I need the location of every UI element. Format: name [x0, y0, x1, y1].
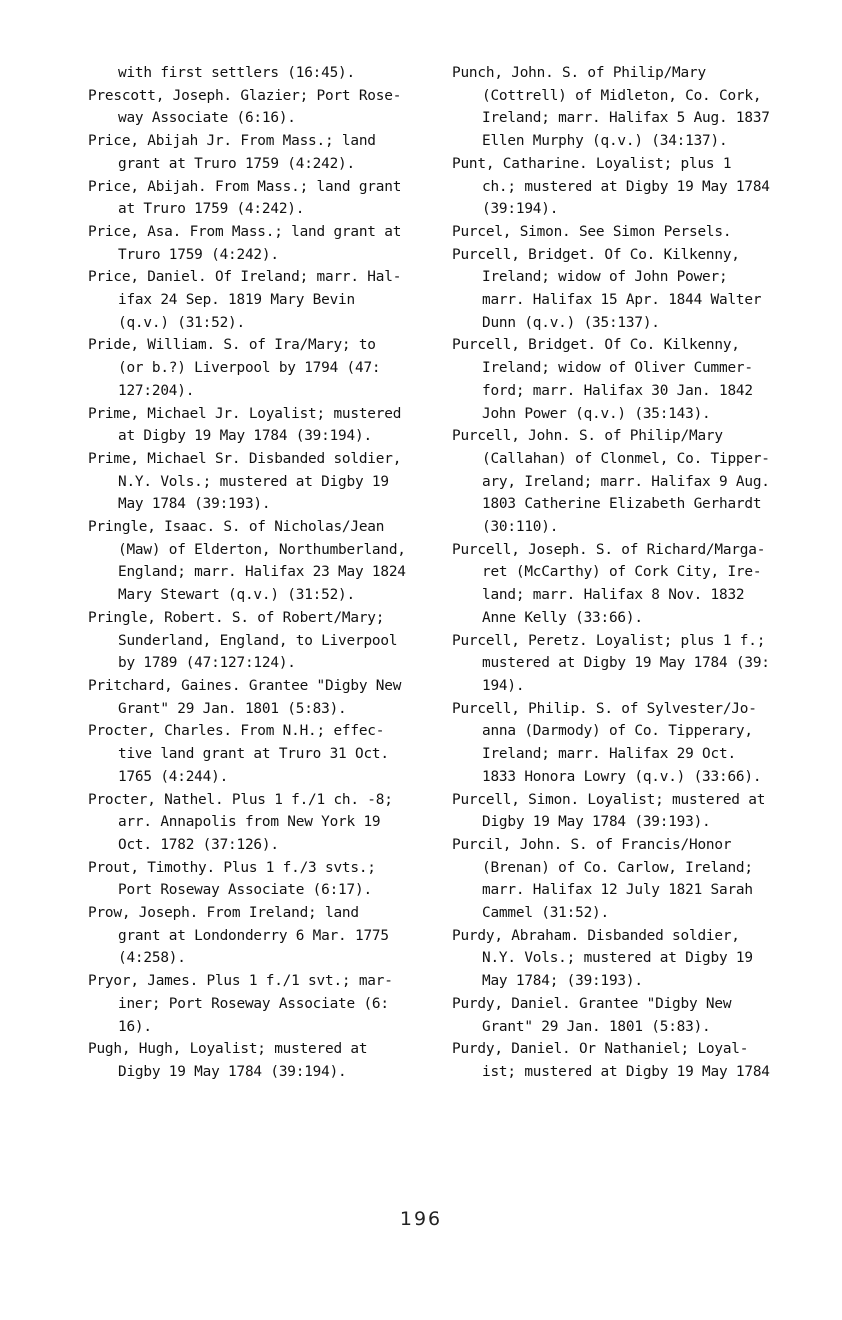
- entry: Purcel, Simon. See Simon Persels.: [452, 223, 732, 240]
- entry: Prime, Michael Sr. Disbanded soldier, N.Y. Vols.; mustered at Digby 19 May 1784 (39:193).: [88, 450, 402, 513]
- entry: Price, Daniel. Of Ireland; marr. Hal- ifax 24 Sep. 1819 Mary Bevin (q.v.) (31:52).: [88, 269, 402, 331]
- entry: Pritchard, Gaines. Grantee "Digby New Grant" 29 Jan. 1801 (5:83).: [88, 677, 402, 717]
- entry: Purcell, Peretz. Loyalist; plus 1 f.; mustered at Digby 19 May 1784 (39: 194).: [452, 632, 770, 694]
- entry: Punt, Catharine. Loyalist; plus 1 ch.; mustered at Digby 19 May 1784 (39:194).: [452, 155, 770, 218]
- entry: Purcell, Joseph. S. of Richard/Marga- ret (McCarthy) of Cork City, Ire- land; marr. Halifax 8 Nov. 1832 Anne Kelly (33:66).: [452, 541, 766, 626]
- page-number: 196: [399, 1208, 443, 1230]
- entry: Punch, John. S. of Philip/Mary (Cottrell) of Midleton, Co. Cork, Ireland; marr. Halifax 5 Aug. 1837 Ellen Murphy (q.v.) (34:137).: [452, 65, 770, 150]
- entry: Purdy, Abraham. Disbanded soldier, N.Y. Vols.; mustered at Digby 19 May 1784; (39:193).: [452, 927, 753, 990]
- entry: Purdy, Daniel. Grantee "Digby New Grant" 29 Jan. 1801 (5:83).: [452, 995, 732, 1035]
- left-column: [88, 62, 428, 1084]
- entry: Purcell, Philip. S. of Sylvester/Jo- anna (Darmody) of Co. Tipperary, Ireland; marr. Halifax 29 Oct. 1833 Honora Lowry (q.v.) (33:66).: [452, 700, 762, 785]
- entry: Prime, Michael Jr. Loyalist; mustered at Digby 19 May 1784 (39:194).: [88, 405, 402, 445]
- entry: Pride, William. S. of Ira/Mary; to (or b.?) Liverpool by 1794 (47: 127:204).: [88, 337, 381, 399]
- entry: Pringle, Isaac. S. of Nicholas/Jean (Maw) of Elderton, Northumberland, England; marr. Halifax 23 May 1824 Mary Stewart (q.v.) (31:52).: [88, 519, 406, 604]
- entry: Purcell, Simon. Loyalist; mustered at Digby 19 May 1784 (39:193).: [452, 791, 766, 831]
- entry: Pringle, Robert. S. of Robert/Mary; Sunderland, England, to Liverpool by 1789 (47:127:124).: [88, 609, 398, 672]
- entry: Purcell, Bridget. Of Co. Kilkenny, Ireland; widow of John Power; marr. Halifax 15 Apr. 1844 Walter Dunn (q.v.) (35:137).: [452, 246, 762, 331]
- entry: Prow, Joseph. From Ireland; land grant at Londonderry 6 Mar. 1775 (4:258).: [88, 905, 389, 967]
- entry: Purcell, Bridget. Of Co. Kilkenny, Ireland; widow of Oliver Cummer- ford; marr. Halifax 30 Jan. 1842 John Power (q.v.) (35:143).: [452, 337, 753, 422]
- entry: Procter, Charles. From N.H.; effec- tive land grant at Truro 31 Oct. 1765 (4:244).: [88, 723, 389, 785]
- entry: Purdy, Daniel. Or Nathaniel; Loyal- ist; mustered at Digby 19 May 1784: [452, 1041, 770, 1080]
- entry: Purcell, John. S. of Philip/Mary (Callahan) of Clonmel, Co. Tipper- ary, Ireland; marr. Halifax 9 Aug. 1803 Catherine Elizabeth Gerhardt (30:110).: [452, 428, 770, 536]
- entry: Pugh, Hugh, Loyalist; mustered at Digby 19 May 1784 (39:194).: [88, 1041, 368, 1080]
- entry: with first settlers (16:45).: [118, 65, 355, 81]
- entry: Price, Abijah. From Mass.; land grant at Truro 1759 (4:242).: [88, 178, 402, 218]
- entry: Price, Asa. From Mass.; land grant at Truro 1759 (4:242).: [88, 223, 402, 263]
- entry: Price, Abijah Jr. From Mass.; land grant at Truro 1759 (4:242).: [88, 133, 376, 172]
- entry: Procter, Nathel. Plus 1 f./1 ch. -8; arr. Annapolis from New York 19 Oct. 1782 (37:126).: [88, 791, 393, 853]
- right-column: [452, 62, 797, 1084]
- entry: Purcil, John. S. of Francis/Honor (Brenan) of Co. Carlow, Ireland; marr. Halifax 12 July 1821 Sarah Cammel (31:52).: [452, 836, 753, 922]
- entry: Pryor, James. Plus 1 f./1 svt.; mar- iner; Port Roseway Associate (6: 16).: [88, 973, 393, 1035]
- entry: Prout, Timothy. Plus 1 f./3 svts.; Port Roseway Associate (6:17).: [88, 859, 376, 899]
- entry: Prescott, Joseph. Glazier; Port Rose- way Associate (6:16).: [88, 87, 402, 127]
